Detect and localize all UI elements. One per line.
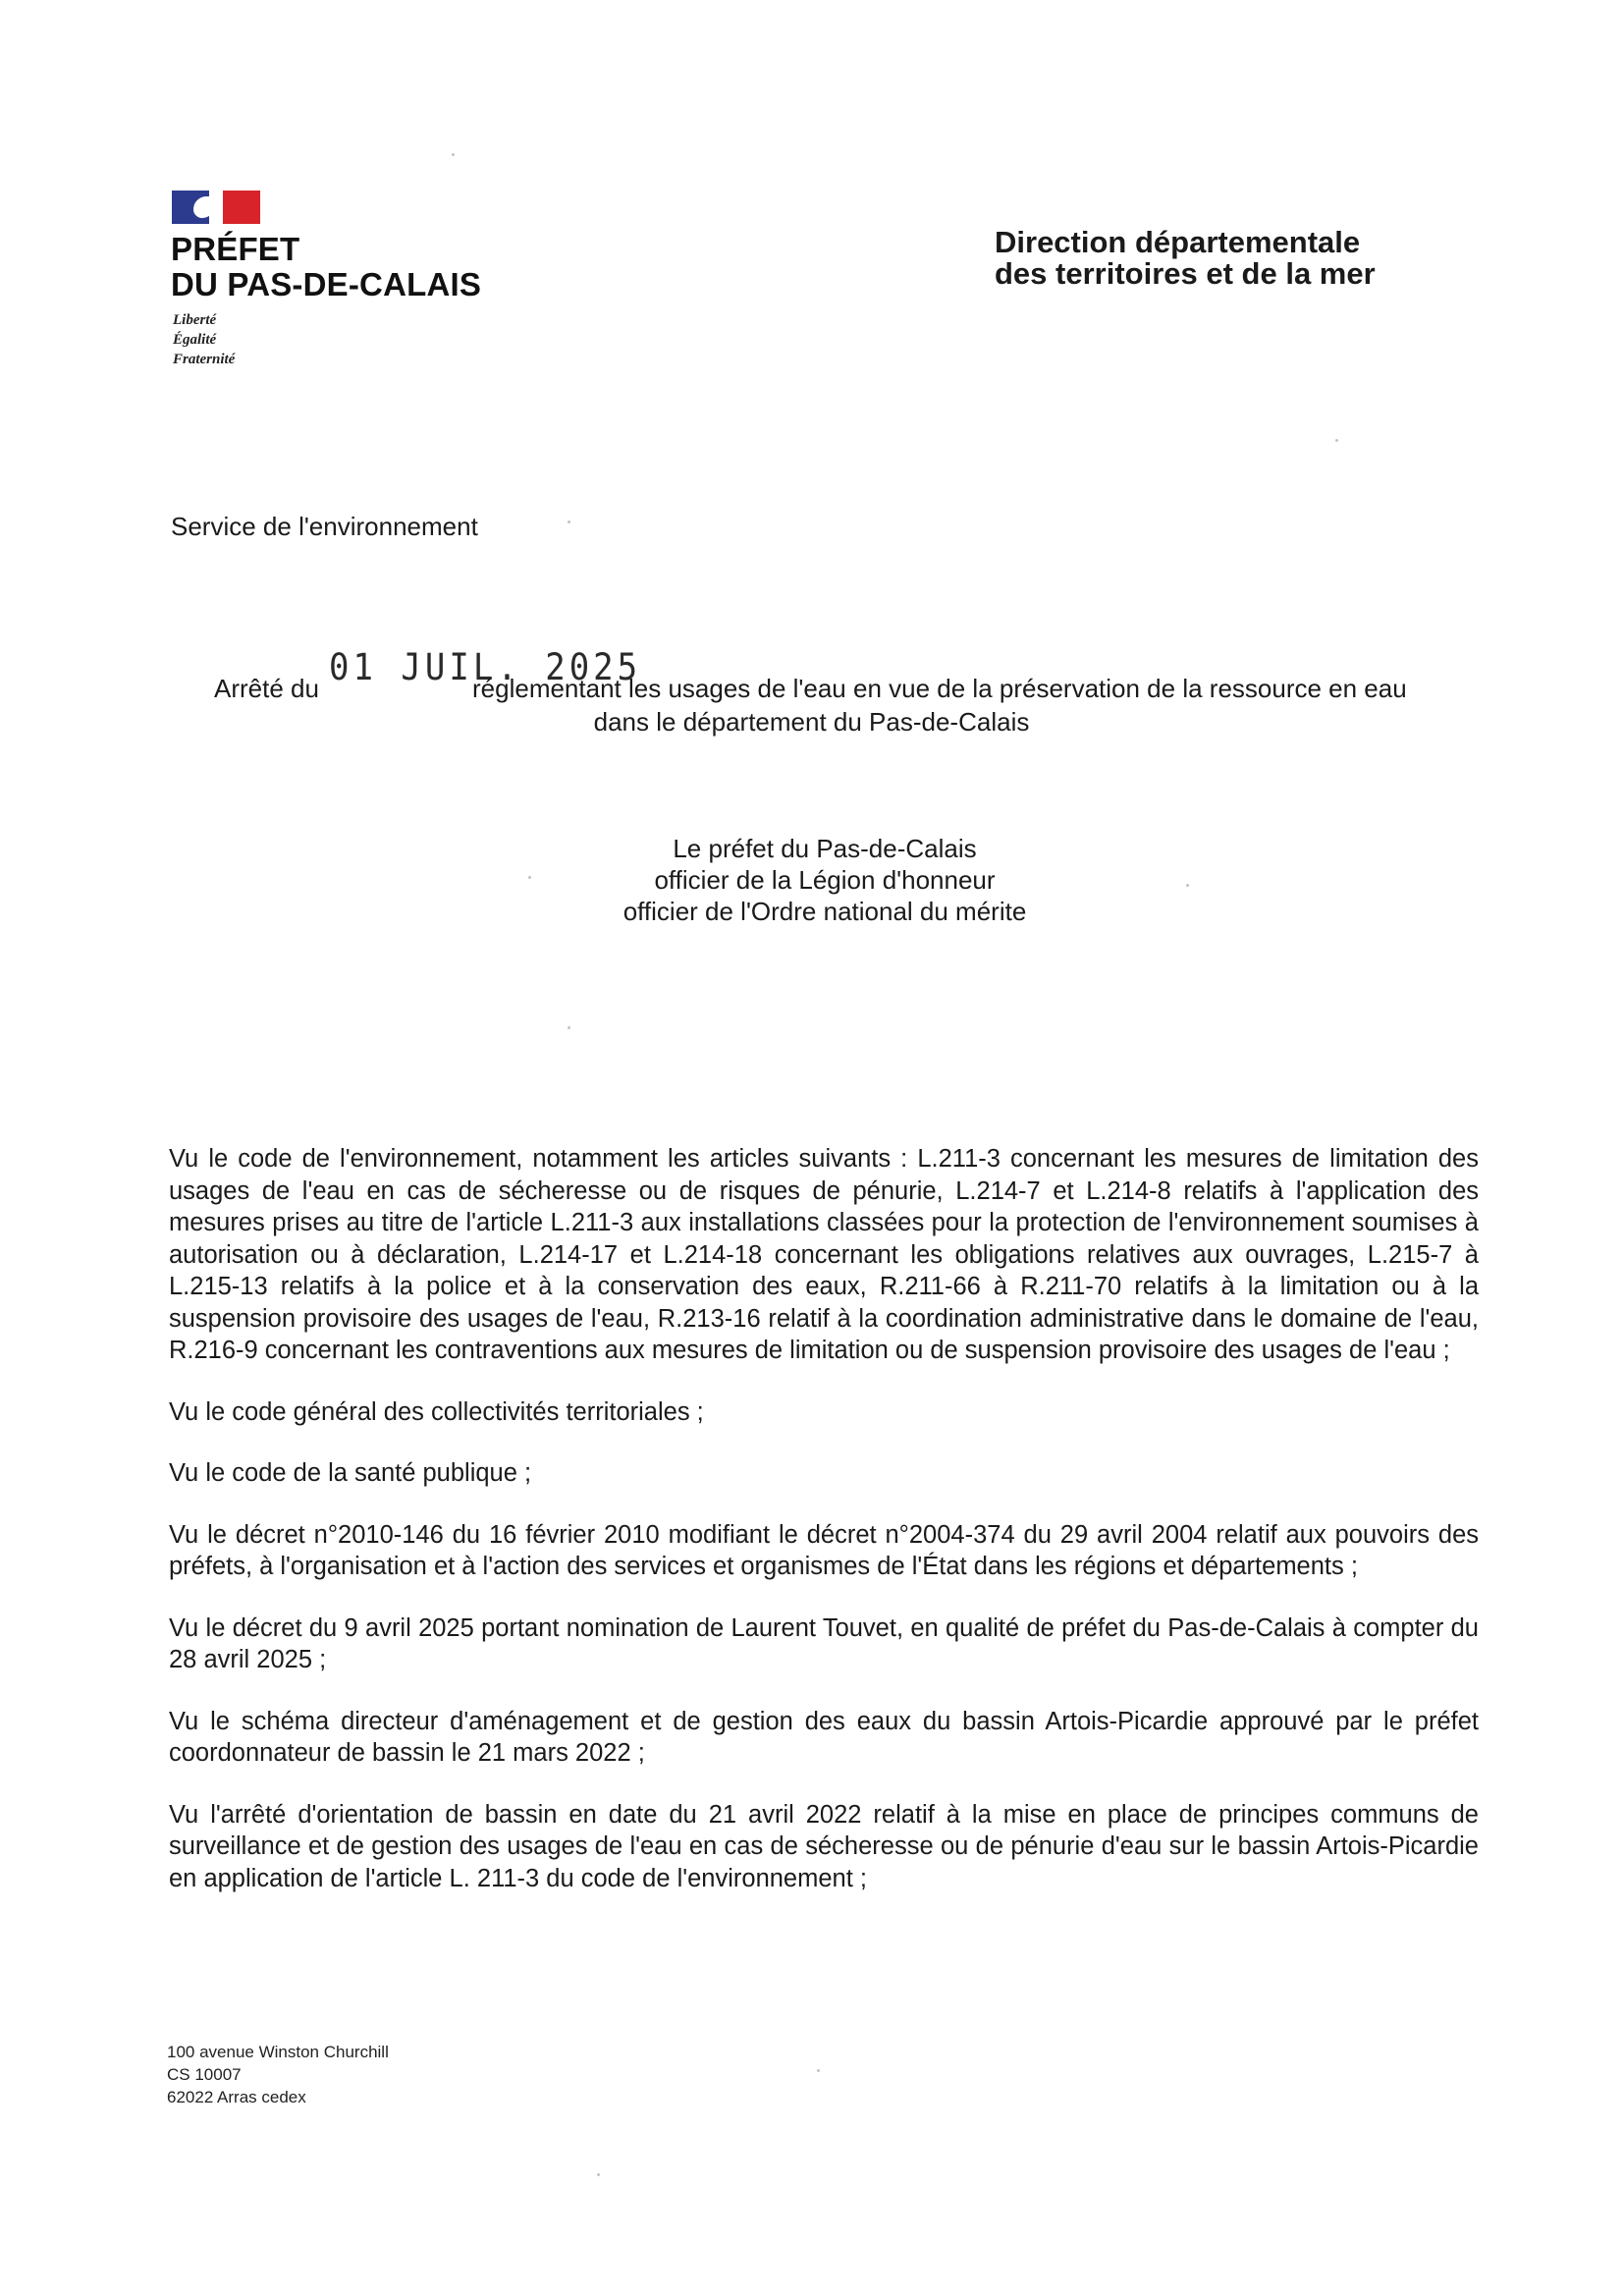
date-stamp: 01 JUIL. 2025 (329, 646, 642, 689)
decree-title-line1 (214, 646, 1407, 704)
devise-egalite: Égalité (173, 332, 217, 348)
marianne-flag-icon (172, 191, 260, 224)
prefet-line3: officier de l'Ordre national du mérite (622, 897, 1027, 926)
visa-paragraph: Vu le code de la santé publique ; (169, 1459, 532, 1487)
scan-speck (1186, 884, 1189, 887)
service-name: Service de l'environnement (171, 512, 478, 541)
devise-liberte: Liberté (173, 312, 217, 328)
scan-speck (568, 1026, 570, 1029)
visa-paragraph: Vu le code de l'environnement, notamment les articles suivants : L.211-3 concernant les mesures de limitation des usages de l'eau en cas de sécheresse ou de risques de pénurie, L.214-7 et L.214-8 relatifs à l'application des mesures prises au titre de l'article L.211-3 aux installations classées pour la protection de l'environnement soumises à autorisation ou à déclaration, L.214-17 et L.214-18 concernant les obligations relatives aux ouvrages, L.215-7 à L.215-13 relatifs à la police et à la conservation des eaux, R.211-66 à R.211-70 relatifs à la limitation ou à la suspension provisoire des usages de l'eau, R.213-16 relatif à la coordination administrative dans le domaine de l'eau, R.216-9 concernant les contraventions aux mesures de limitation ou de suspension provisoire des usages de l'eau ; (169, 1145, 1479, 1364)
devise (173, 310, 235, 369)
visa-paragraph: Vu le schéma directeur d'aménagement et de gestion des eaux du bassin Artois-Picardie approuvé par le préfet coordonnateur de bassin le 21 mars 2022 ; (169, 1707, 1479, 1767)
bloc-marque-line1: PRÉFET (171, 231, 300, 267)
direction-line1: Direction départementale (995, 225, 1361, 259)
scan-speck (528, 876, 531, 879)
decree-title-rest: réglementant les usages de l'eau en vue de la préservation de la ressource en eau (472, 674, 1407, 703)
direction-heading (995, 227, 1376, 290)
direction-line2: des territoires et de la mer (995, 256, 1376, 291)
scan-speck (568, 520, 570, 523)
decree-title-prefix: Arrêté du (214, 674, 319, 703)
address-line3: 62022 Arras cedex (167, 2088, 306, 2106)
scan-speck (452, 153, 455, 156)
decree-title-line2: dans le département du Pas-de-Calais (593, 707, 1030, 737)
address-line2: CS 10007 (167, 2065, 242, 2084)
scan-speck (817, 2069, 820, 2072)
visa-paragraph: Vu le code général des collectivités territoriales ; (169, 1397, 704, 1426)
visa-paragraph: Vu l'arrêté d'orientation de bassin en date du 21 avril 2022 relatif à la mise en place de principes communs de surveillance et de gestion des usages de l'eau en cas de sécheresse ou de pénurie d'eau sur le bassin Artois-Picardie en application de l'article L. 211-3 du code de l'environnement ; (169, 1800, 1479, 1892)
devise-fraternite: Fraternité (173, 352, 236, 367)
address-footer (167, 2041, 389, 2108)
prefet-line2: officier de la Légion d'honneur (654, 865, 996, 895)
scan-speck (1335, 439, 1338, 442)
scan-speck (597, 2173, 600, 2176)
address-line1: 100 avenue Winston Churchill (167, 2043, 389, 2061)
bloc-marque (171, 232, 481, 302)
bloc-marque-line2: DU PAS-DE-CALAIS (171, 266, 482, 302)
visa-paragraph: Vu le décret n°2010-146 du 16 février 2010 modifiant le décret n°2004-374 du 29 avril 2004 relatif aux pouvoirs des préfets, à l'organisation et à l'action des services et organismes de l'État dans les régions et départements ; (169, 1520, 1479, 1580)
prefet-block (0, 833, 1623, 927)
visa-paragraph: Vu le décret du 9 avril 2025 portant nomination de Laurent Touvet, en qualité de préfet du Pas-de-Calais à compter du 28 avril 2025 ; (169, 1613, 1479, 1673)
visas-list (169, 1143, 1479, 1924)
prefet-line1: Le préfet du Pas-de-Calais (673, 834, 977, 863)
